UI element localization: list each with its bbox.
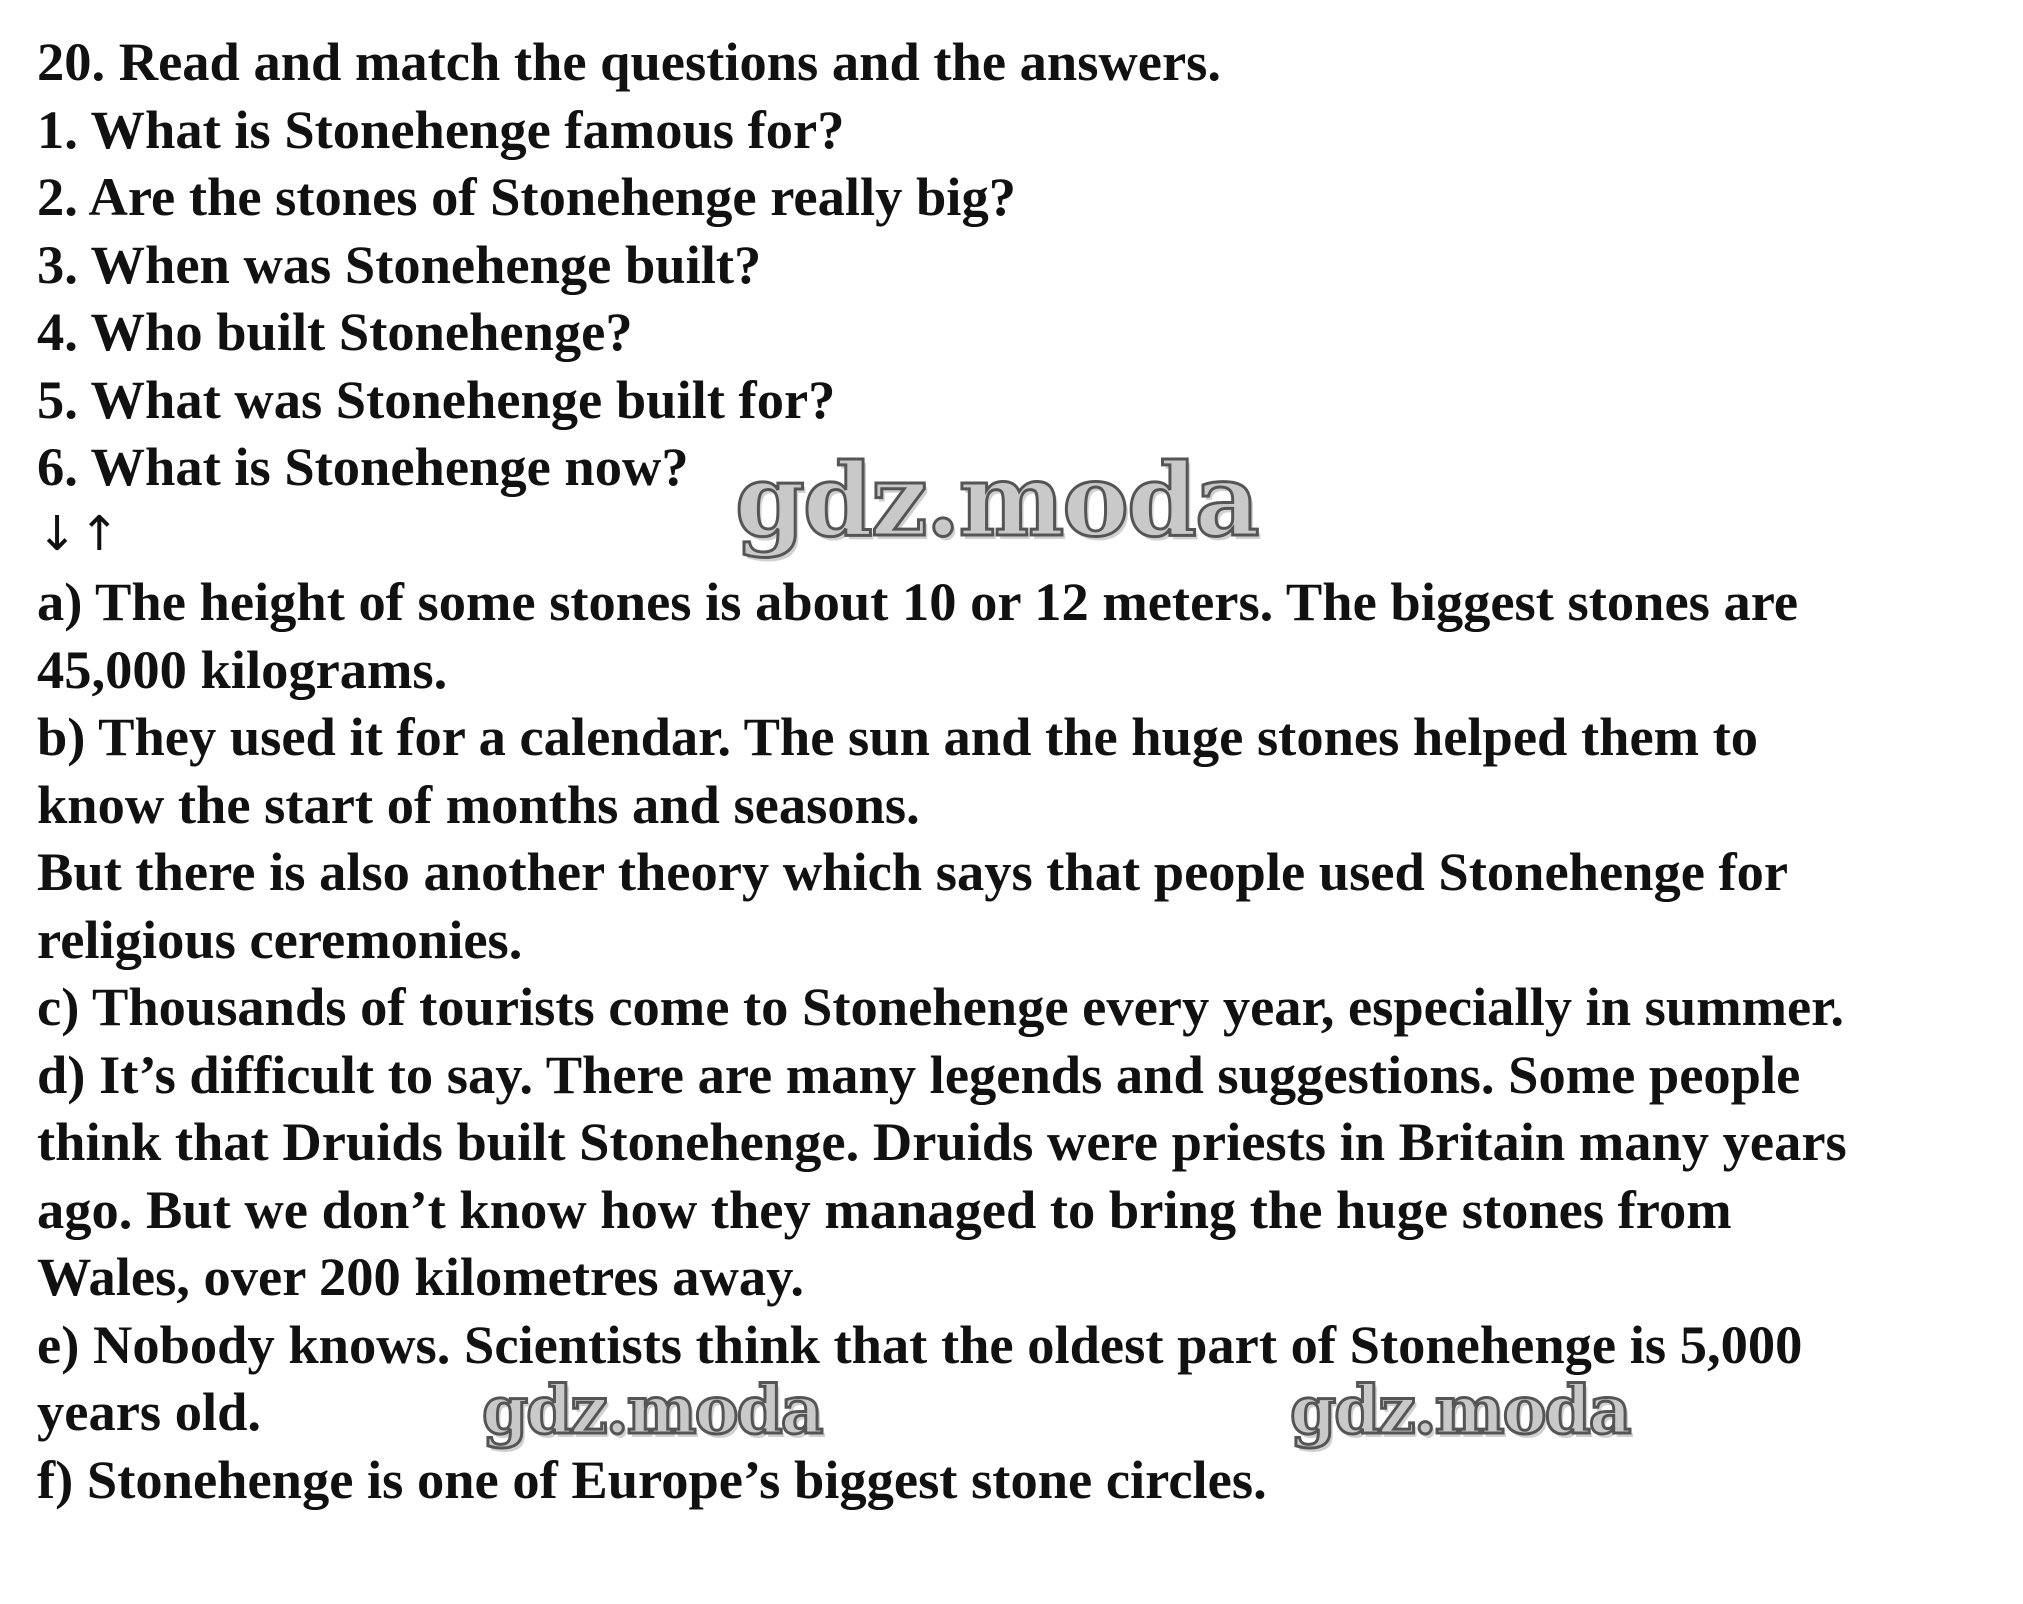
- watermark-logo: gdz.moda: [1290, 1371, 1630, 1449]
- question-3: 3. When was Stonehenge built?: [37, 233, 762, 295]
- answer-a-line-2: 45,000 kilograms.: [37, 638, 448, 700]
- answer-e-line-1: e) Nobody knows. Scientists think that the oldest part of Stonehenge is 5,000: [37, 1313, 1803, 1375]
- question-4: 4. Who built Stonehenge?: [37, 301, 633, 362]
- answer-d-line-4: Wales, over 200 kilometres away.: [37, 1246, 804, 1307]
- question-1: 1. What is Stonehenge famous for?: [37, 98, 845, 160]
- answer-d-line-2: think that Druids built Stonehenge. Druids were priests in Britain many years: [37, 1111, 1847, 1172]
- answer-b-line-1: b) They used it for a calendar. The sun and the huge stones helped them to: [37, 706, 1759, 767]
- watermark-logo: gdz.moda: [482, 1371, 822, 1449]
- answer-e-line-2: years old.: [37, 1381, 262, 1442]
- exercise-title: 20. Read and match the questions and the answers.: [37, 31, 1221, 92]
- exercise-document: [37, 28, 2012, 1513]
- question-5: 5. What was Stonehenge built for?: [37, 368, 836, 430]
- answer-b-line-3: But there is also another theory which says that people used Stonehenge for: [37, 841, 1789, 902]
- answer-c-line-1: c) Thousands of tourists come to Stonehenge every year, especially in summer.: [37, 976, 1844, 1037]
- watermark-logo: gdz.moda: [735, 441, 1258, 559]
- answer-b-line-4: religious ceremonies.: [37, 908, 523, 970]
- question-2: 2. Are the stones of Stonehenge really big?: [37, 166, 1016, 227]
- answer-a-line-1: a) The height of some stones is about 10 or 12 meters. The biggest stones are: [37, 571, 1799, 632]
- question-6: 6. What is Stonehenge now?: [37, 436, 689, 497]
- answer-d-line-3: ago. But we don’t know how they managed to bring the huge stones from: [37, 1178, 1732, 1240]
- answer-d-line-1: d) It’s difficult to say. There are many legends and suggestions. Some people: [37, 1043, 1801, 1105]
- answer-f-line-1: f) Stonehenge is one of Europe’s biggest stone circles.: [37, 1448, 1267, 1510]
- match-arrows-icon: ↓↑: [37, 505, 122, 562]
- answer-b-line-2: know the start of months and seasons.: [37, 773, 920, 835]
